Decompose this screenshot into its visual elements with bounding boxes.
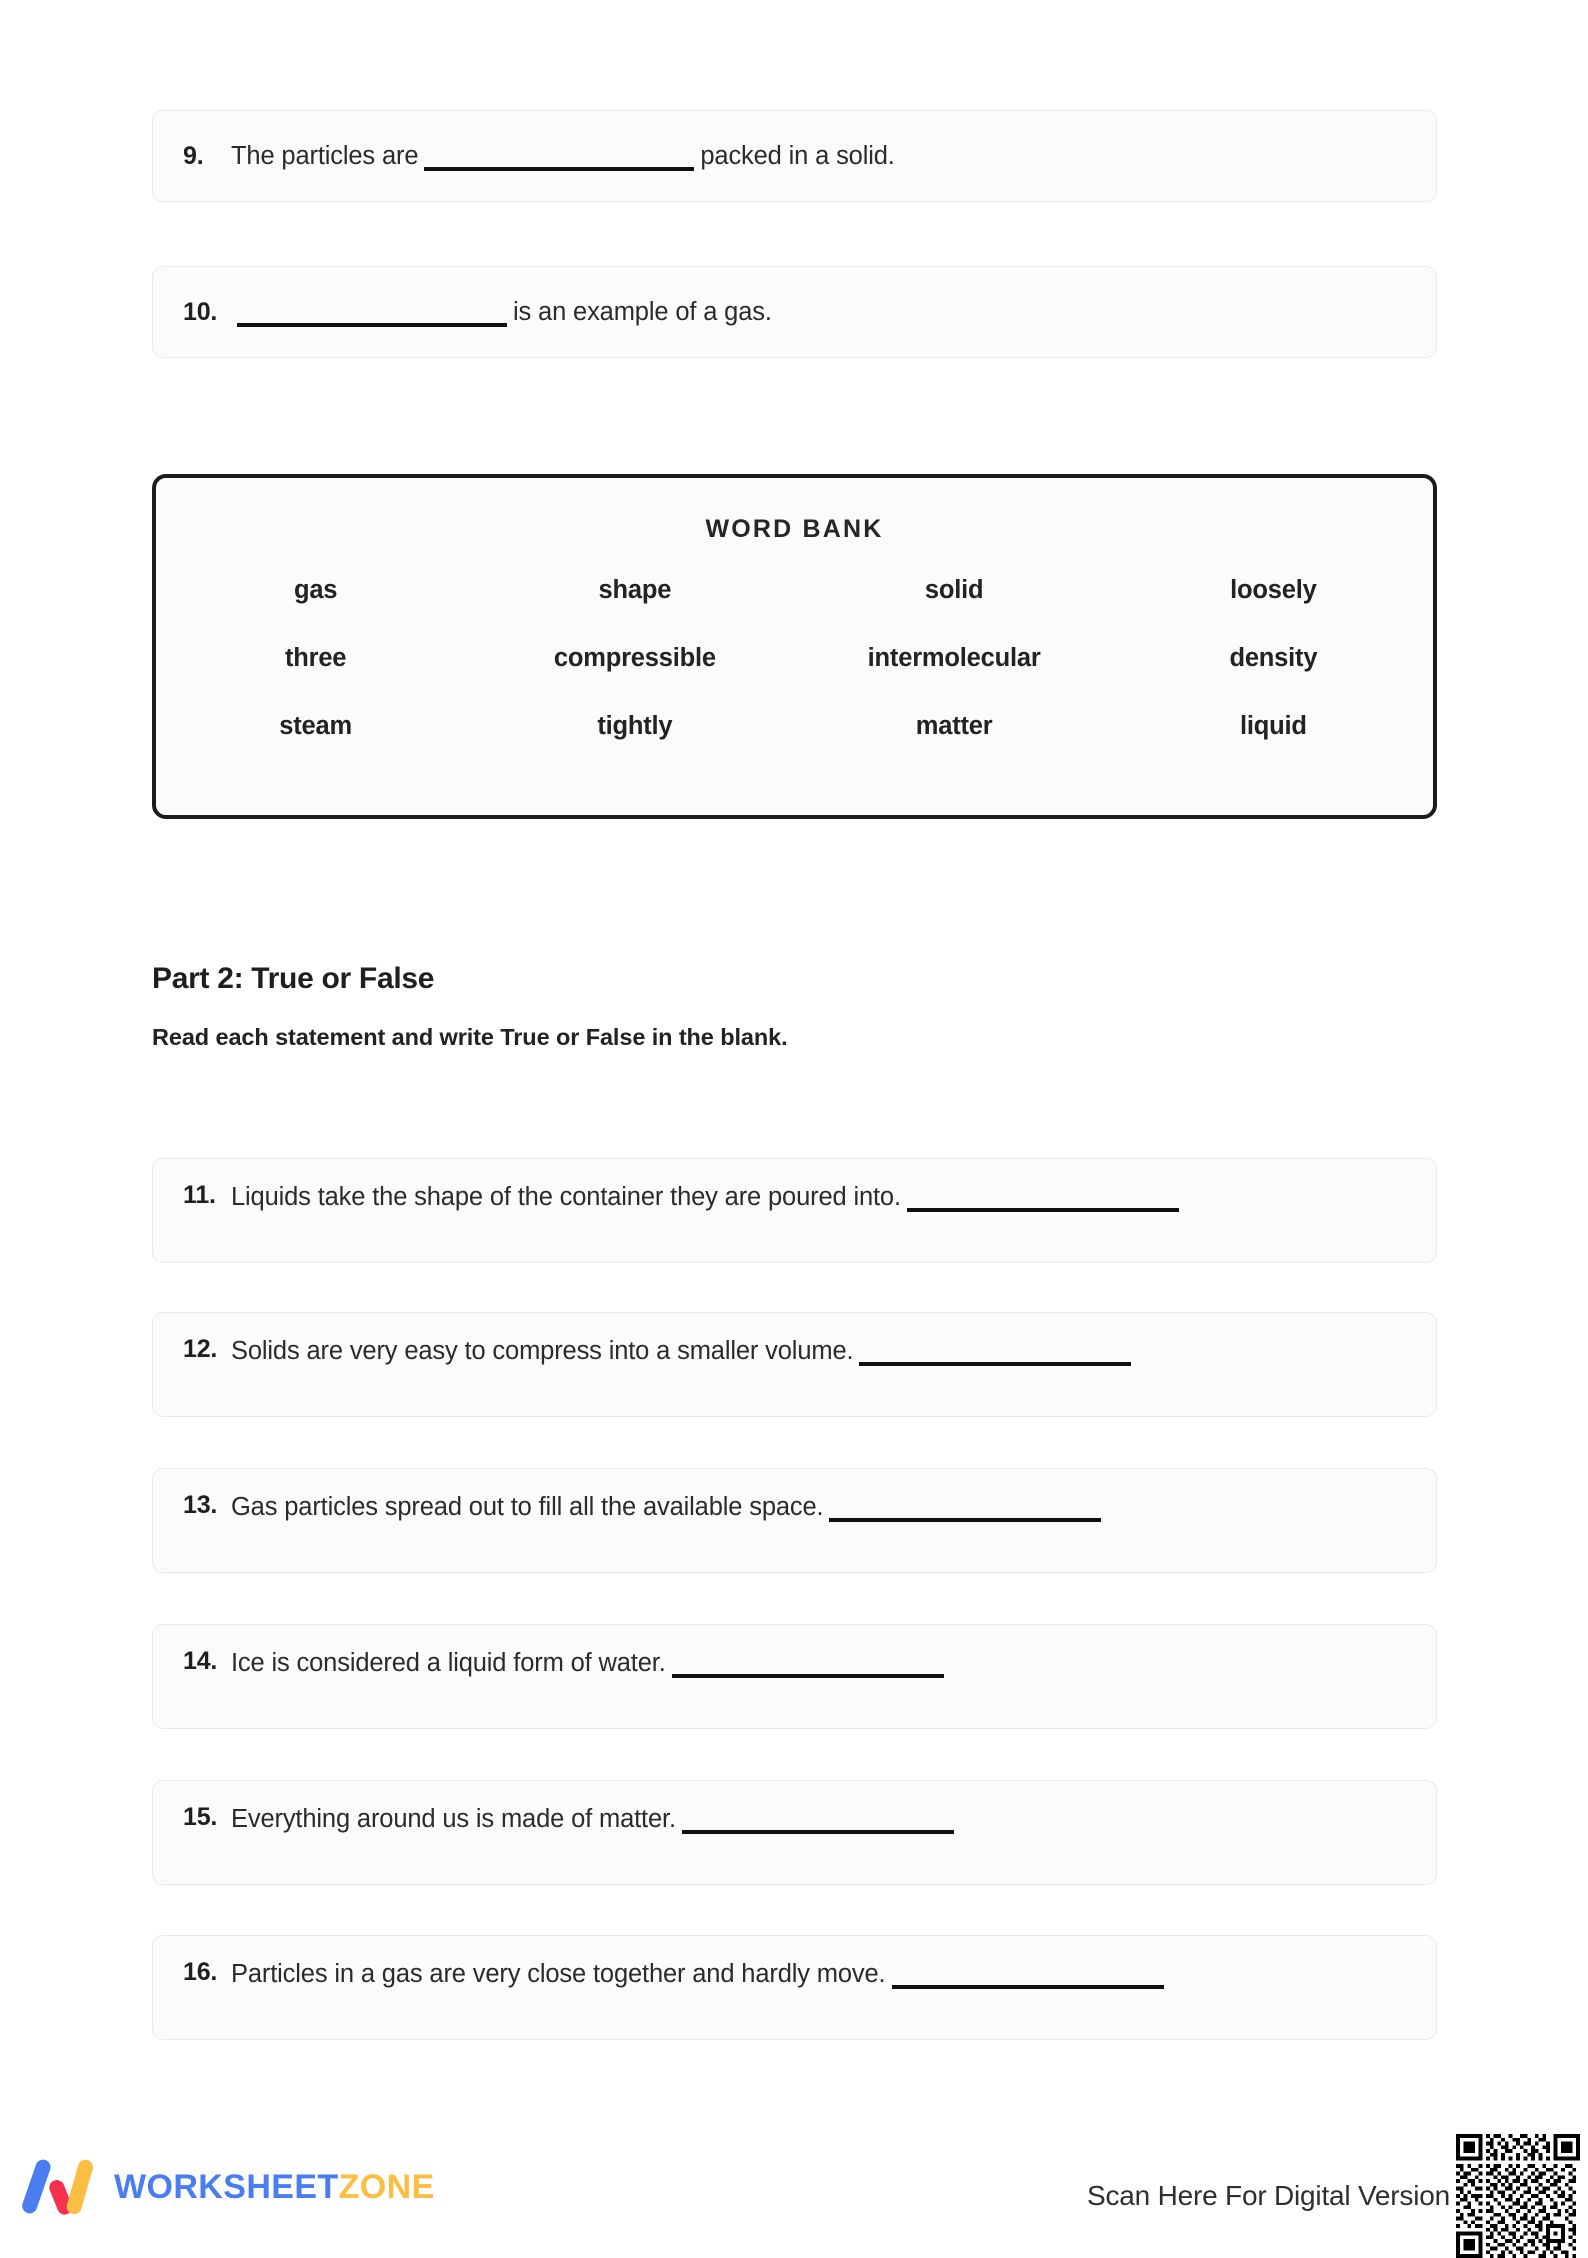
question-box-13 [152,1468,1437,1573]
question-number: 11. [183,1181,216,1209]
question-box-14 [152,1624,1437,1729]
answer-blank-14[interactable] [672,1674,944,1678]
word-bank-word[interactable]: gas [293,576,338,604]
answer-blank-13[interactable] [829,1518,1101,1522]
question-text [231,1803,1406,1836]
question-number: 16. [183,1958,218,1986]
question-box-12 [152,1312,1437,1417]
question-row [153,111,1436,201]
word-bank-word[interactable]: intermolecular [867,644,1041,672]
question-text [231,1491,1406,1524]
answer-blank-16[interactable] [892,1985,1164,1989]
word-bank-word[interactable]: steam [279,712,352,740]
question-text [231,1181,1406,1214]
question-text [231,1335,1406,1368]
question-row [153,1313,1436,1416]
word-bank-word[interactable]: tightly [597,712,673,740]
statement-text: Ice is considered a liquid form of water. [231,1649,666,1677]
question-box-11 [152,1158,1437,1263]
question-row [153,267,1436,357]
question-number: 10. [183,297,218,326]
statement-text: Particles in a gas are very close together and hardly move. [231,1960,886,1988]
word-bank-word[interactable]: matter [915,712,993,740]
answer-blank-9[interactable] [424,167,694,171]
worksheetzone-mark-icon [36,2160,100,2214]
logo-word-secondary: ZONE [338,2168,435,2206]
word-bank-word[interactable]: loosely [1230,576,1317,604]
question-text-after: is an example of a gas. [513,297,772,326]
word-bank [152,474,1437,819]
scan-instruction-text: Scan Here For Digital Version [1086,2180,1450,2211]
question-text-before: The particles are [231,141,419,170]
question-row [153,1469,1436,1572]
question-row [153,1159,1436,1262]
question-number: 15. [183,1803,218,1831]
question-number: 14. [183,1647,218,1675]
answer-blank-12[interactable] [859,1362,1131,1366]
statement-text: Liquids take the shape of the container they are poured into. [231,1183,901,1211]
word-bank-title: WORD BANK [705,515,884,543]
question-row [153,1625,1436,1728]
question-number: 13. [183,1491,218,1519]
question-text-after: packed in a solid. [700,141,895,170]
answer-blank-10[interactable] [237,323,507,327]
word-bank-word[interactable]: density [1229,644,1318,672]
word-bank-word[interactable]: three [284,644,347,672]
question-box-15 [152,1780,1437,1885]
question-row [153,1936,1436,2039]
worksheetzone-logo[interactable] [36,2160,435,2214]
word-bank-word[interactable]: shape [598,576,672,604]
word-bank-word[interactable]: compressible [553,644,716,672]
qr-code[interactable] [1456,2134,1580,2258]
page-footer [0,2132,1588,2246]
question-number: 12. [183,1335,218,1363]
question-box-16 [152,1935,1437,2040]
word-bank-word[interactable]: liquid [1239,712,1307,740]
question-text [231,140,1406,173]
statement-text: Solids are very easy to compress into a smaller volume. [231,1337,854,1365]
question-text [231,296,1406,329]
logo-word-primary: WORKSHEET [114,2168,339,2206]
question-number: 9. [183,141,204,170]
question-text [231,1647,1406,1680]
question-text [231,1958,1406,1991]
statement-text: Gas particles spread out to fill all the available space. [231,1493,824,1521]
answer-blank-11[interactable] [907,1208,1179,1212]
question-row [153,1781,1436,1884]
word-bank-grid [156,576,1433,741]
part2-instruction: Read each statement and write True or False in the blank. [152,1024,788,1050]
question-box-10 [152,266,1437,358]
logo-wordmark [114,2170,435,2204]
part2-heading: Part 2: True or False [152,962,435,995]
statement-text: Everything around us is made of matter. [231,1805,676,1833]
word-bank-word[interactable]: solid [924,576,984,604]
question-box-9 [152,110,1437,202]
answer-blank-15[interactable] [682,1830,954,1834]
